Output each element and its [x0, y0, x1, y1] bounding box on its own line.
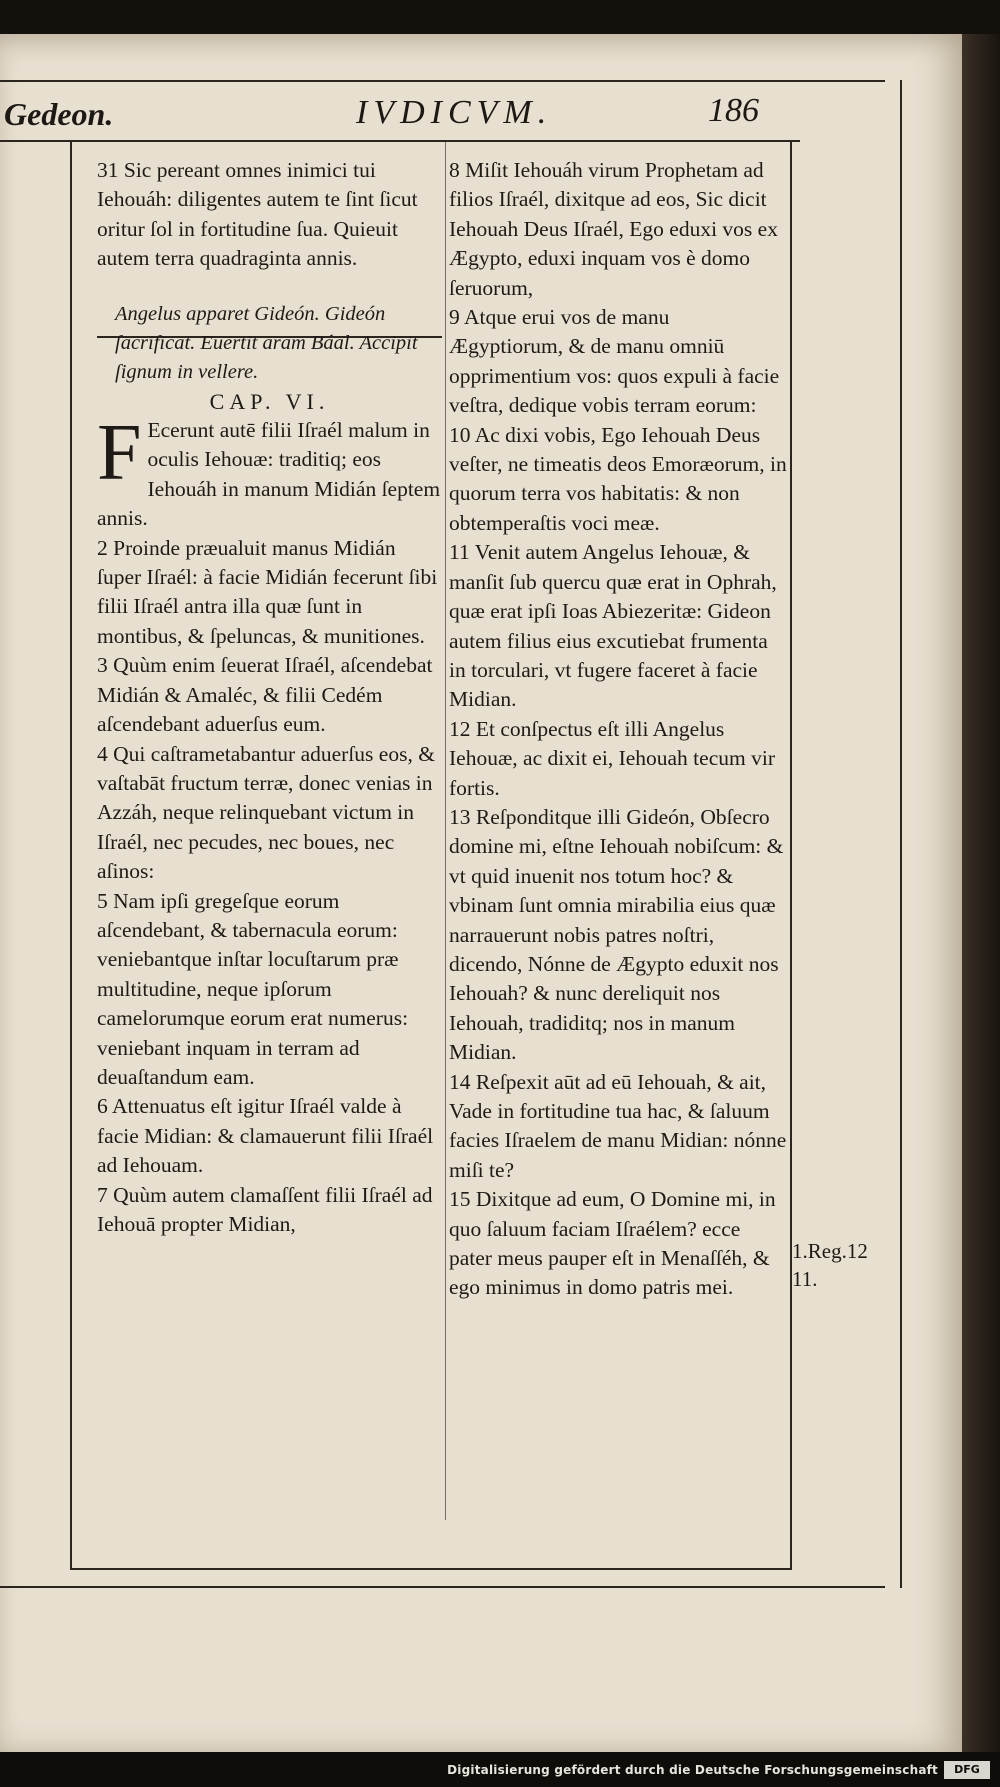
verse-13: 13 Reſponditque illi Gideón, Obſecro domine mi, eſtne Iehouah nobiſcum: & vt quid inuenit nos totum hoc? & vbinam ſunt omnia mirabilia eius quæ narrauerunt nobis patres noſtri, dicendo, Nónne de Ægypto eduxit nos Iehouah? & nunc dereliquit nos Iehouah, tradiditq; nos in manum Midian. [449, 804, 784, 1065]
dfg-logo: DFG [944, 1761, 990, 1779]
verse-11: 11 Venit autem Angelus Iehouæ, & manſit ſub quercu quæ erat in Ophrah, quæ erat ipſi Ioas Abiezeritæ: Gideon autem filius eius excutiebat frumenta in torculari, vt fugere faceret à facie Midian. [449, 540, 777, 712]
chapter-summary: Angelus apparet Gideón. Gideón ſacrificat. Euertit aram Báal. Accipit ſignum in vellere. [115, 302, 418, 383]
header-rule [0, 80, 885, 82]
bottom-rule [70, 1568, 792, 1570]
right-column [449, 156, 787, 1303]
funding-credit: Digitalisierung gefördert durch die Deutsche Forschungsgemeinschaft [447, 1763, 938, 1777]
opening-text: Ecerunt autē filii Iſraél malum in oculis Iehouæ: traditiq; eos Iehouáh in manum Midián ſeptem annis. [97, 418, 441, 531]
page-bottom-rule [0, 1586, 885, 1588]
drop-cap: F [97, 409, 142, 498]
margin-note: 1.Reg.12 11. [792, 1239, 868, 1291]
left-border [70, 140, 72, 1570]
verse-12: 12 Et conſpectus eſt illi Angelus Iehouæ, ac dixit ei, Iehouah tecum vir fortis. [449, 716, 775, 800]
chapter-heading: CAP. VI. [209, 388, 330, 414]
footer-strip [0, 1752, 1000, 1787]
verse-4: 4 Qui caſtrametabantur aduerſus eos, & vaſtabāt fructum terræ, donec venias in Azzáh, neque relinquebant victum in Iſraél, nec pecudes, nec boues, nec aſinos: [97, 741, 435, 884]
verse-10: 10 Ac dixi vobis, Ego Iehouah Deus veſter, ne timeatis deos Emoræorum, in quorum terra vos habitatis: & non obtemperaſtis voci meæ. [449, 422, 787, 535]
verse-6: 6 Attenuatus eſt igitur Iſraél valde à facie Midian: & clamauerunt filii Iſraél ad Iehouam. [97, 1094, 434, 1178]
outer-right-border [900, 80, 902, 1588]
verse-2: 2 Proinde præualuit manus Midián ſuper Iſraél: à facie Midián fecerunt ſibi filii Iſraél antra illa quæ ſunt in montibus, & ſpeluncas, & munitiones. [97, 535, 438, 648]
page-edge-shadow [962, 34, 1000, 1752]
column-divider [445, 140, 446, 1520]
left-column [97, 156, 442, 1239]
chapter-opening [97, 409, 442, 534]
verse-31: 31 Sic pereant omnes inimici tui Iehouáh: diligentes autem te ſint ſicut oritur ſol in fortitudine ſua. Quieuit autem terra quadraginta annis. [97, 158, 418, 271]
verse-7: 7 Quùm autem clamaſſent filii Iſraél ad Iehouā propter Midian, [97, 1182, 433, 1236]
running-head-left: Gedeon. [4, 96, 114, 132]
verse-5: 5 Nam ipſi gregeſque eorum aſcendebant, & tabernacula eorum: veniebantque inſtar locuſtarum præ multitudine, neque ipſorum camelorumque eorum erat numerus: veniebant inquam in terram ad deuaſtandum eam. [97, 888, 409, 1089]
verse-15: 15 Dixitque ad eum, O Domine mi, in quo ſaluum faciam Iſraélem? ecce pater meus pauper eſt in Menaſſéh, & ego minimus in domo patris mei. [449, 1187, 776, 1300]
running-head-title: IVDICVM. [356, 94, 553, 131]
page-number: 186 [708, 92, 759, 129]
header-underline [0, 140, 800, 142]
verse-9: 9 Atque erui vos de manu Ægyptiorum, & de manu omniū opprimentium vos: quos expuli à facie veſtra, dedique vobis terram eorum: [449, 305, 780, 418]
verse-14: 14 Reſpexit aūt ad eū Iehouah, & ait, Vade in fortitudine tua hac, & ſaluum facies Iſraelem de manu Midian: nónne miſi te? [449, 1069, 787, 1182]
verse-8: 8 Miſit Iehouáh virum Prophetam ad filios Iſraél, dixitque ad eos, Sic dicit Iehouah Deus Iſraél, Ego eduxi vos ex Ægypto, eduxi inquam vos è domo ſeruorum, [449, 158, 778, 300]
right-border [790, 140, 792, 1570]
running-head [0, 90, 800, 140]
verse-3: 3 Quùm enim ſeuerat Iſraél, aſcendebat Midián & Amaléc, & filii Cedém aſcendebant aduerſus eum. [97, 653, 433, 737]
